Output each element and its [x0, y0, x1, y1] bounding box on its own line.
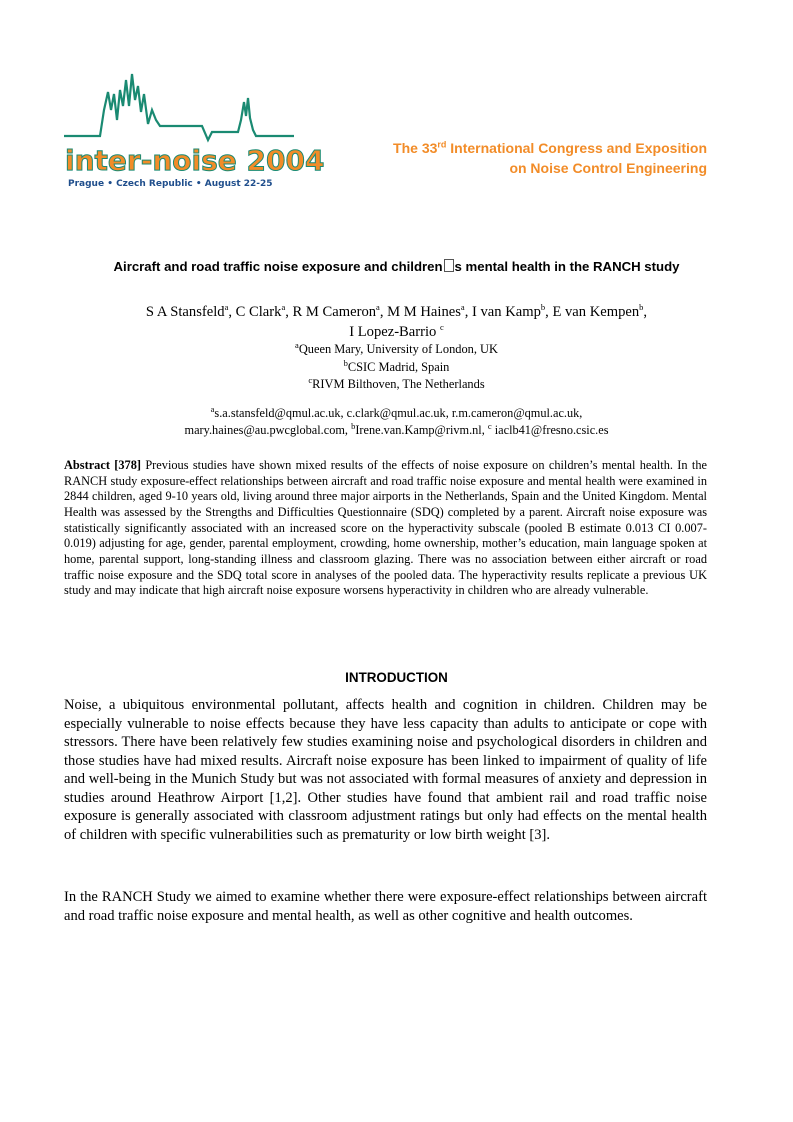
paper-title: Aircraft and road traffic noise exposure and children s mental health in the RANCH study	[113, 259, 680, 274]
congress-header	[393, 138, 707, 178]
section-heading-introduction: INTRODUCTION	[345, 670, 448, 685]
email-line-2: mary.haines@au.pwcglobal.com, $^b$Irene.van.Kamp@rivm.nl, $^c$ iaclb41@fresno.csic.es	[184, 420, 609, 437]
abstract	[64, 458, 707, 599]
skyline-graphic	[62, 70, 294, 150]
author-list	[0, 302, 793, 342]
introduction-paragraph-1: Noise, a ubiquitous environmental pollutant, affects health and cognition in children. Children may be especially vulnerable to noise effects because they have less capacity than adults to anticipate or cope with stressors. There have been relatively few studies examining noise and psychological disorders in children and those studies have had mixed results. Aircraft noise exposure has been linked to impairment of quality of life and well-being in the Munich Study but was not associated with formal measures of anxiety and depression in studies around Heathrow Airport [1,2]. Other studies have found that ambient rail and road traffic noise exposure is generally associated with classroom adjustment ratings but only had effects on the mental health of children with specific vulnerabilities such as prematurity or low birth weight [3].	[64, 697, 707, 843]
logo-wordmark: inter-noise 2004	[65, 144, 325, 177]
missing-glyph-box	[444, 259, 454, 272]
affiliation-list	[0, 341, 793, 394]
email-line-1: $^a$s.a.stansfeld@qmul.ac.uk, c.clark@qmul.ac.uk, r.m.cameron@qmul.ac.uk,	[210, 403, 583, 420]
author-line-2: I Lopez-Barrio $^c$	[349, 322, 444, 340]
congress-line-1: The 33rd International Congress and Exposition	[393, 139, 707, 156]
author-emails	[0, 405, 793, 439]
congress-line-2: on Noise Control Engineering	[509, 160, 707, 176]
abstract-text: Previous studies have shown mixed results of the effects of noise exposure on children’s mental health. In the RANCH study exposure-effect relationships between aircraft and road traffic noise exposure and mental health were examined in 2844 children, aged 9-10 years old, living around three major airports in the Netherlands, Spain and the United Kingdom. Mental Health was assessed by the Strengths and Difficulties Questionnaire (SDQ) completed by a parent. Aircraft noise exposure was statistically significantly associated with an increased score on the hyperactivity subscale (pooled B estimate 0.013 CI 0.007-0.019) adjusting for age, gender, parental employment, crowding, home ownership, mother’s education, main language spoken at home, parental support, long-standing illness and classroom glazing. There was no association between either aircraft or road traffic noise exposure and the SDQ total score in analyses of the pooled data. The hyperactivity results replicate a previous UK study and may indicate that high aircraft noise exposure worsens hyperactivity in children who are already vulnerable.	[64, 458, 707, 598]
affiliation-item: $^c$RIVM Bilthoven, The Netherlands	[308, 374, 485, 391]
affiliation-item: $^a$Queen Mary, University of London, UK	[295, 339, 498, 356]
abstract-label: Abstract [378]	[64, 458, 141, 472]
conference-logo	[62, 70, 325, 195]
introduction-paragraph-2: In the RANCH Study we aimed to examine whether there were exposure-effect relationships between aircraft and road traffic noise exposure and mental health, as well as other cognitive and health outcomes.	[64, 889, 707, 924]
logo-subtitle: Prague • Czech Republic • August 22-25	[68, 179, 273, 189]
affiliation-item: $^b$CSIC Madrid, Spain	[343, 357, 450, 374]
author-line-1: S A Stansfeld$^a$, C Clark$^a$, R M Cameron$^a$, M M Haines$^a$, I van Kamp$^b$, E van Kempen$^b$,	[145, 302, 648, 320]
